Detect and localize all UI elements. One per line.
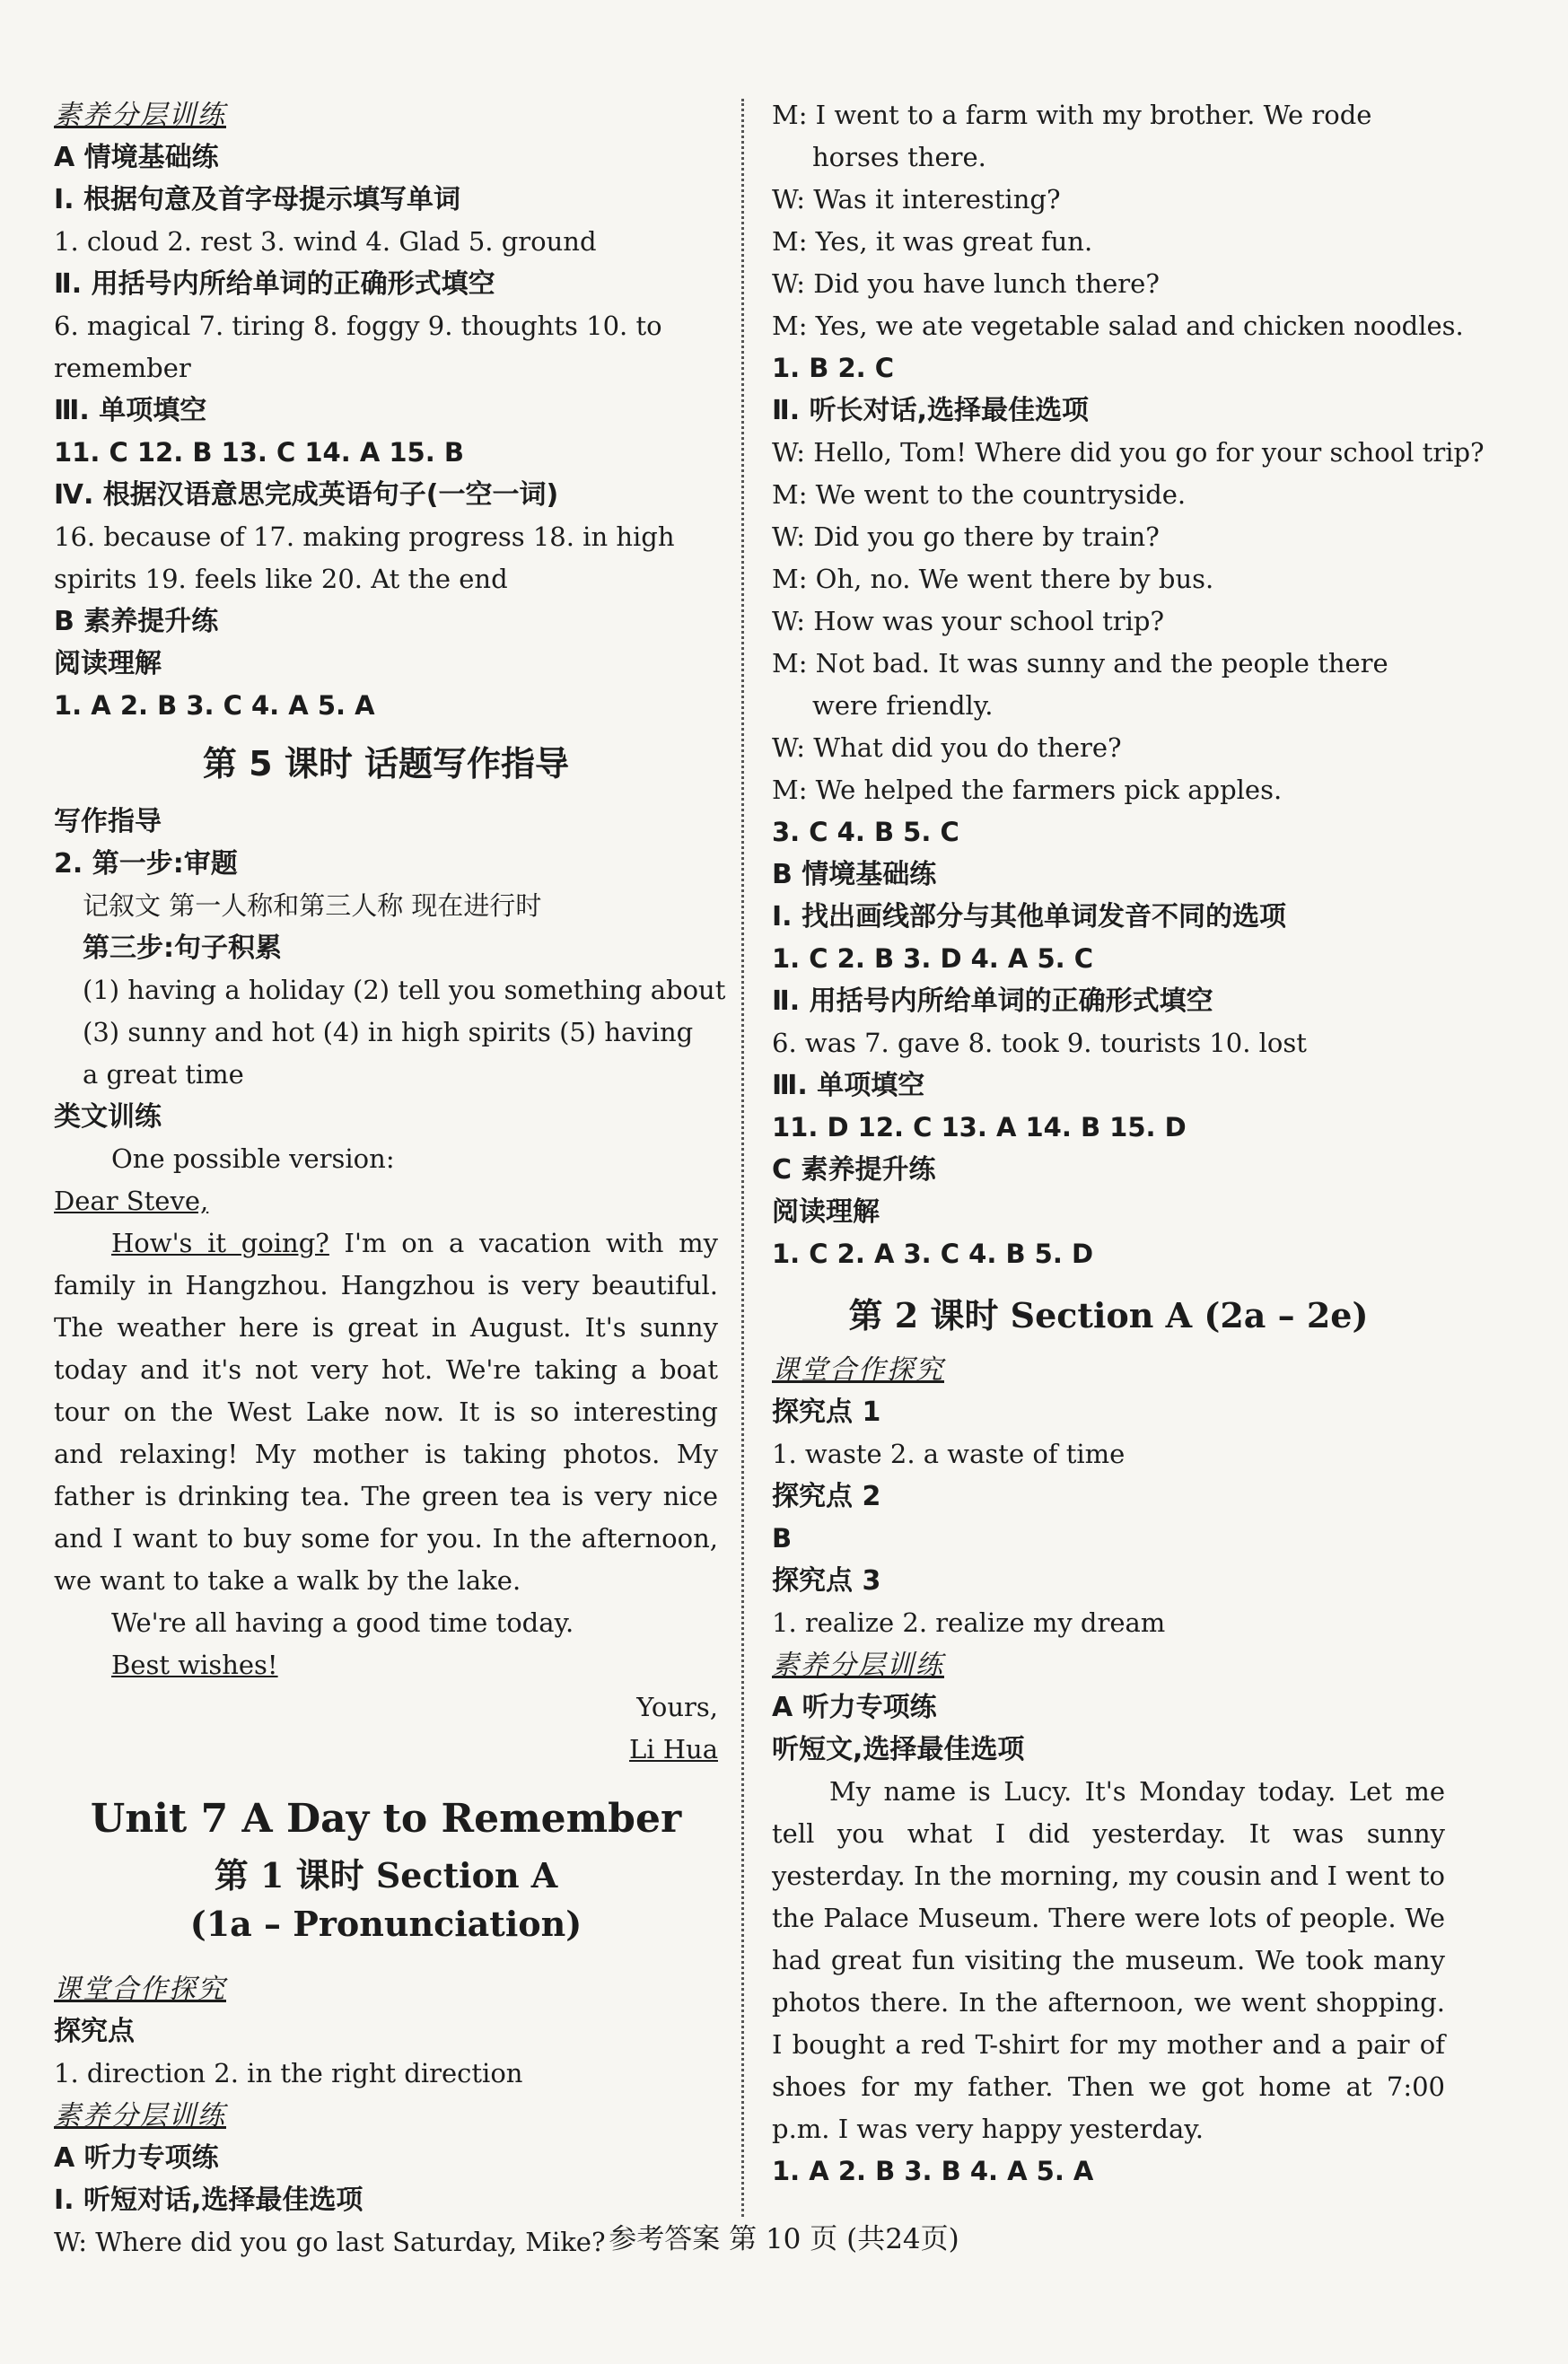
- question-title: Ⅲ. 单项填空: [772, 1070, 925, 1101]
- right-column: [772, 94, 1485, 2193]
- step-content: (3) sunny and hot (4) in high spirits (5) having: [83, 1017, 694, 1047]
- dialog-line: M: Yes, we ate vegetable salad and chicken noodles.: [772, 311, 1464, 341]
- step-content: (1) having a holiday (2) tell you something about: [83, 975, 726, 1005]
- answers: 1. A 2. B 3. C 4. A 5. A: [54, 690, 375, 721]
- answers: 1. B 2. C: [772, 353, 895, 383]
- question-title: 听短文,选择最佳选项: [772, 1734, 1025, 1765]
- question-title: 阅读理解: [54, 648, 162, 679]
- subsection-title: C 素养提升练: [772, 1154, 936, 1186]
- letter-body-2: We're all having a good time today.: [111, 1607, 574, 1638]
- section-header: 素养分层训练: [54, 2100, 226, 2132]
- lesson-title: 第 5 课时 话题写作指导: [202, 744, 570, 784]
- question-title: Ⅳ. 根据汉语意思完成英语句子(一空一词): [54, 479, 559, 511]
- section-header: 素养分层训练: [772, 1650, 944, 1681]
- answers: 1. A 2. B 3. B 4. A 5. A: [772, 2156, 1094, 2186]
- answers: 6. was 7. gave 8. took 9. tourists 10. lost: [772, 1028, 1307, 1058]
- answers: 3. C 4. B 5. C: [772, 817, 959, 847]
- subsection-title: 类文训练: [54, 1101, 162, 1133]
- dialog-line: M: Yes, it was great fun.: [772, 226, 1093, 257]
- version-label: One possible version:: [111, 1143, 395, 1174]
- question-title: Ⅱ. 用括号内所给单词的正确形式填空: [772, 985, 1213, 1017]
- lesson-subtitle: (1a – Pronunciation): [189, 1904, 583, 1944]
- step-content: 记叙文 第一人称和第三人称 现在进行时: [83, 890, 542, 921]
- letter-body: [54, 1222, 718, 1602]
- dialog-line: W: How was your school trip?: [772, 606, 1164, 636]
- subsection-title: 写作指导: [54, 806, 162, 837]
- subsection-title: B 素养提升练: [54, 606, 219, 637]
- answers: remember: [54, 353, 191, 383]
- subsection-title: A 听力专项练: [54, 2142, 219, 2174]
- question-title: Ⅱ. 听长对话,选择最佳选项: [772, 395, 1089, 426]
- answers: 1. direction 2. in the right direction: [54, 2058, 523, 2088]
- answers: B: [772, 1523, 793, 1554]
- dialog-line: M: Oh, no. We went there by bus.: [772, 564, 1214, 594]
- section-header: 课堂合作探究: [772, 1354, 944, 1386]
- question-title: Ⅰ. 找出画线部分与其他单词发音不同的选项: [772, 901, 1287, 932]
- answers: 1. realize 2. realize my dream: [772, 1607, 1166, 1638]
- question-title: 探究点 3: [772, 1565, 881, 1597]
- question-title: Ⅲ. 单项填空: [54, 395, 207, 426]
- dialog-line: W: Was it interesting?: [772, 184, 1061, 215]
- question-title: 探究点 2: [772, 1481, 881, 1512]
- question-title: 第三步:句子积累: [83, 932, 282, 964]
- dialog-line: W: What did you do there?: [772, 732, 1122, 763]
- dialog-line: W: Hello, Tom! Where did you go for your school trip?: [772, 437, 1485, 468]
- left-column: [54, 94, 726, 2263]
- question-title: Ⅰ. 听短对话,选择最佳选项: [54, 2185, 364, 2216]
- question-title: Ⅰ. 根据句意及首字母提示填写单词: [54, 184, 461, 215]
- subsection-title: A 情境基础练: [54, 142, 219, 173]
- question-title: 探究点 1: [772, 1397, 881, 1428]
- letter-salutation: Dear Steve,: [54, 1186, 209, 1216]
- subsection-title: A 听力专项练: [772, 1692, 937, 1723]
- dialog-line: M: We helped the farmers pick apples.: [772, 775, 1283, 805]
- dialog-line: M: Not bad. It was sunny and the people there were friendly.: [772, 648, 1388, 721]
- letter-closing: Best wishes!: [111, 1650, 278, 1680]
- page-footer: 参考答案 第 10 页 (共24页): [609, 2223, 959, 2255]
- lesson-title: 第 2 课时 Section A (2a – 2e): [848, 1295, 1369, 1335]
- dialog-line: M: I went to a farm with my brother. We rode horses there.: [772, 100, 1372, 172]
- letter-signature: Li Hua: [628, 1734, 718, 1764]
- answers: 1. C 2. A 3. C 4. B 5. D: [772, 1239, 1094, 1269]
- answers: 6. magical 7. tiring 8. foggy 9. thoughts 10. to: [54, 311, 662, 341]
- lesson-title: 第 1 课时 Section A: [214, 1855, 558, 1896]
- listening-passage: My name is Lucy. It's Monday today. Let me tell you what I did yesterday. It was sunny yesterday. In the morning, my cousin and I went to the Palace Museum. There were lots of people. We had great fun visiting the museum. We took many photos there. In the afternoon, we went shopping. I bought a red T-shirt for my mother and a pair of shoes for my father. Then we got home at 7:00 p.m. I was very happy yesterday.: [772, 1776, 1445, 2144]
- step-content: a great time: [83, 1059, 244, 1090]
- dialog-line: M: We went to the countryside.: [772, 479, 1187, 510]
- answers: 11. D 12. C 13. A 14. B 15. D: [772, 1112, 1187, 1143]
- letter-opening: How's it going?: [111, 1228, 329, 1258]
- question-title: Ⅱ. 用括号内所给单词的正确形式填空: [54, 268, 495, 300]
- answers: 11. C 12. B 13. C 14. A 15. B: [54, 437, 464, 468]
- answers: 1. cloud 2. rest 3. wind 4. Glad 5. ground: [54, 226, 597, 257]
- section-header: 素养分层训练: [54, 100, 226, 131]
- dialog-line: W: Where did you go last Saturday, Mike?: [54, 2227, 606, 2257]
- answers: spirits 19. feels like 20. At the end: [54, 564, 508, 594]
- answers: 16. because of 17. making progress 18. in high: [54, 521, 675, 552]
- subsection-title: B 情境基础练: [772, 859, 937, 890]
- dialog-line: W: Did you go there by train?: [772, 521, 1160, 552]
- unit-title: Unit 7 A Day to Remember: [90, 1796, 682, 1842]
- question-title: 2. 第一步:审题: [54, 848, 238, 880]
- letter-body-text: I'm on a vacation with my family in Hangzhou. Hangzhou is very beautiful. The weather here is great in August. It's sunny today and it's not very hot. We're taking a boat tour on the West Lake now. It is so interesting and relaxing! My mother is taking photos. My father is drinking tea. The green tea is very nice and I want to buy some for you. In the afternoon, we want to take a walk by the lake.: [54, 1228, 718, 1596]
- section-header: 课堂合作探究: [54, 1974, 226, 2005]
- question-title: 探究点: [54, 2016, 135, 2047]
- question-title: 阅读理解: [772, 1196, 880, 1228]
- answers: 1. waste 2. a waste of time: [772, 1439, 1126, 1469]
- column-divider: [741, 99, 744, 2217]
- answers: 1. C 2. B 3. D 4. A 5. C: [772, 943, 1094, 974]
- dialog-line: W: Did you have lunch there?: [772, 268, 1160, 299]
- letter-yours: Yours,: [636, 1692, 718, 1722]
